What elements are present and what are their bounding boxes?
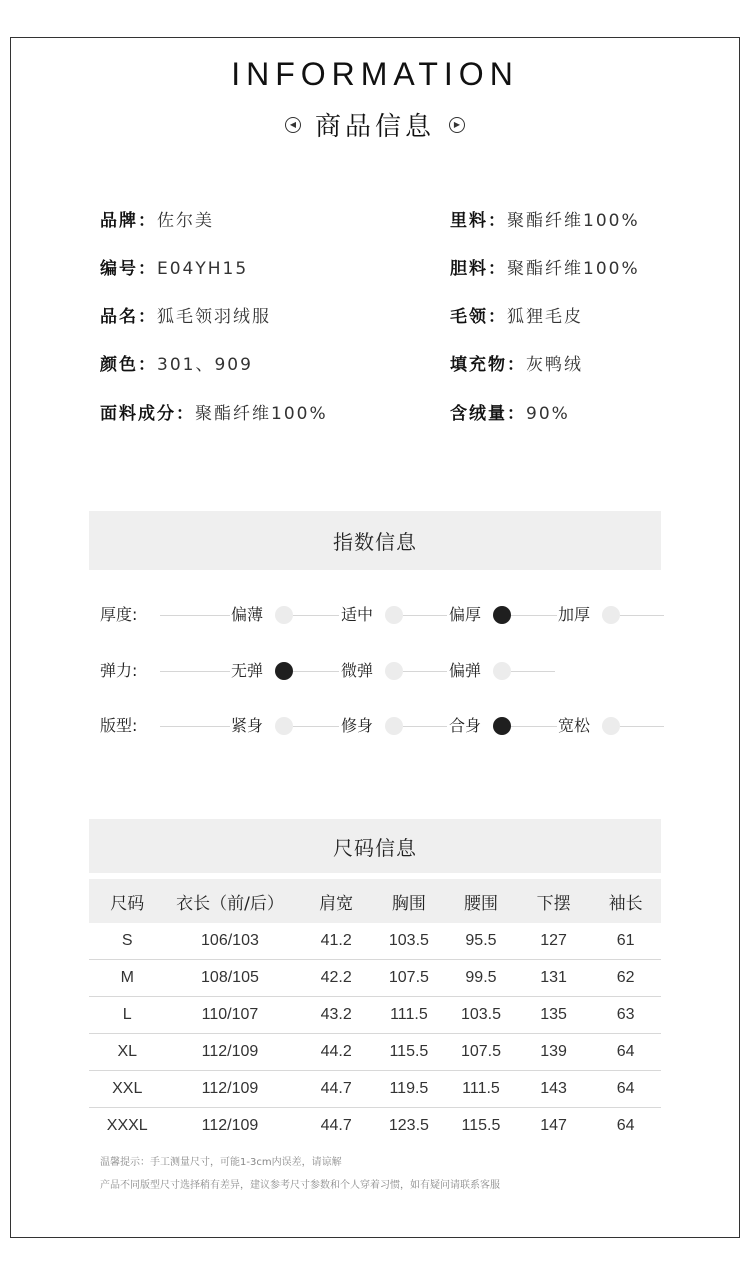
index-line [160, 671, 230, 672]
index-line [511, 726, 557, 727]
table-row [89, 923, 661, 960]
title-chinese: 商品信息 [314, 112, 435, 142]
table-cell: 112/109 [160, 1071, 299, 1108]
index-label: 弹力: [100, 661, 138, 680]
index-dot [275, 717, 293, 735]
table-cell: 131 [517, 960, 590, 997]
table-cell: 111.5 [373, 997, 445, 1034]
index-line [160, 726, 230, 727]
table-cell: L [89, 997, 160, 1034]
index-dot [493, 662, 511, 680]
table-cell: XL [89, 1034, 160, 1071]
index-option: 无弹 [231, 661, 264, 680]
index-info-header: 指数信息 [89, 511, 661, 570]
table-cell: 123.5 [388, 1117, 429, 1134]
table-row [89, 1071, 661, 1108]
info-down-content: 含绒量：90% [450, 404, 570, 424]
table-cell: 143 [517, 1071, 590, 1108]
index-label: 厚度: [100, 605, 138, 624]
table-cell: 127 [517, 923, 590, 960]
index-dot [385, 717, 403, 735]
table-cell: 119.5 [373, 1071, 445, 1108]
size-table [89, 879, 661, 1144]
table-cell: 112/109 [201, 1117, 259, 1134]
col-length: 衣长（前/后） [160, 879, 299, 923]
table-row [89, 1034, 661, 1071]
table-cell: S [89, 923, 160, 960]
index-line [620, 615, 664, 616]
table-cell: 112/109 [160, 1034, 299, 1071]
col-waist: 腰围 [445, 879, 517, 923]
index-option: 偏弹 [449, 661, 482, 680]
index-row-thickness [100, 603, 665, 627]
col-hem: 下摆 [517, 879, 590, 923]
index-dot [602, 606, 620, 624]
table-cell: 106/103 [160, 923, 299, 960]
index-option: 适中 [341, 605, 374, 624]
index-line [293, 671, 339, 672]
circle-arrow-left-icon: ◀ [285, 117, 301, 133]
index-row-elasticity [100, 659, 665, 683]
index-dot-selected [493, 717, 511, 735]
index-dot [385, 662, 403, 680]
table-cell: 44.7 [320, 1117, 352, 1134]
table-cell: 64 [590, 1071, 661, 1108]
table-row [89, 1108, 661, 1145]
index-line [293, 615, 339, 616]
table-row [89, 960, 661, 997]
table-cell: 103.5 [445, 997, 517, 1034]
size-info-header: 尺码信息 [89, 819, 661, 873]
info-collar: 毛领：狐狸毛皮 [450, 307, 583, 327]
title-english: INFORMATION [231, 56, 519, 92]
size-table-header [89, 879, 661, 923]
table-cell: 115.5 [373, 1034, 445, 1071]
table-cell: M [89, 960, 160, 997]
table-cell: XXXL [106, 1117, 148, 1134]
index-dot-selected [493, 606, 511, 624]
measurement-note: 温馨提示：手工测量尺寸，可能1-3cm内误差，请谅解 [100, 1157, 342, 1168]
index-option: 合身 [449, 716, 482, 735]
index-line [511, 615, 557, 616]
table-cell: 108/105 [160, 960, 299, 997]
table-cell: 135 [517, 997, 590, 1034]
table-cell: 44.2 [299, 1034, 372, 1071]
index-line [620, 726, 664, 727]
index-dot [275, 606, 293, 624]
table-cell: 103.5 [373, 923, 445, 960]
table-cell: 95.5 [445, 923, 517, 960]
table-cell: 43.2 [299, 997, 372, 1034]
table-cell: 107.5 [445, 1034, 517, 1071]
table-cell: 64 [616, 1117, 635, 1134]
index-dot-selected [275, 662, 293, 680]
table-cell: 44.7 [299, 1071, 372, 1108]
index-label: 版型: [100, 716, 138, 735]
table-cell: 61 [590, 923, 661, 960]
info-code: 编号：E04YH15 [100, 259, 249, 279]
index-option: 偏厚 [449, 605, 482, 624]
index-option: 偏薄 [231, 605, 264, 624]
table-cell: 115.5 [461, 1117, 501, 1134]
index-option: 微弹 [341, 661, 374, 680]
index-line [511, 671, 555, 672]
info-lining: 里料：聚酯纤维100% [450, 211, 640, 231]
table-cell: 63 [590, 997, 661, 1034]
table-cell: 139 [517, 1034, 590, 1071]
index-line [403, 671, 447, 672]
index-row-fit [100, 714, 665, 738]
index-option: 修身 [341, 716, 374, 735]
index-option: 紧身 [231, 716, 264, 735]
col-chest: 胸围 [373, 879, 445, 923]
info-brand: 品牌：佐尔美 [100, 211, 214, 231]
title-chinese-row [0, 106, 750, 143]
col-shoulder: 肩宽 [299, 879, 372, 923]
index-line [293, 726, 339, 727]
index-option: 加厚 [558, 605, 591, 624]
table-cell: 147 [540, 1117, 567, 1134]
index-option: 宽松 [558, 716, 591, 735]
table-cell: 111.5 [445, 1071, 517, 1108]
index-line [403, 726, 447, 727]
info-fabric: 面料成分：聚酯纤维100% [100, 404, 328, 424]
col-sleeve: 袖长 [590, 879, 661, 923]
size-advice-note: 产品不同版型尺寸选择稍有差异，建议参考尺寸参数和个人穿着习惯，如有疑问请联系客服 [100, 1180, 500, 1191]
info-filling: 填充物：灰鸭绒 [450, 355, 583, 375]
info-color: 颜色：301、909 [100, 355, 253, 375]
table-cell: 64 [590, 1034, 661, 1071]
table-cell: 107.5 [373, 960, 445, 997]
index-dot [602, 717, 620, 735]
table-cell: 99.5 [445, 960, 517, 997]
table-cell: 110/107 [160, 997, 299, 1034]
index-line [403, 615, 447, 616]
table-cell: 42.2 [299, 960, 372, 997]
info-inner: 胆料：聚酯纤维100% [450, 259, 640, 279]
table-row [89, 997, 661, 1034]
table-cell: 62 [590, 960, 661, 997]
index-line [160, 615, 230, 616]
info-name: 品名：狐毛领羽绒服 [100, 307, 271, 327]
table-cell: 41.2 [299, 923, 372, 960]
table-cell: XXL [89, 1071, 160, 1108]
circle-arrow-right-icon: ▶ [449, 117, 465, 133]
col-size: 尺码 [89, 879, 160, 923]
index-dot [385, 606, 403, 624]
